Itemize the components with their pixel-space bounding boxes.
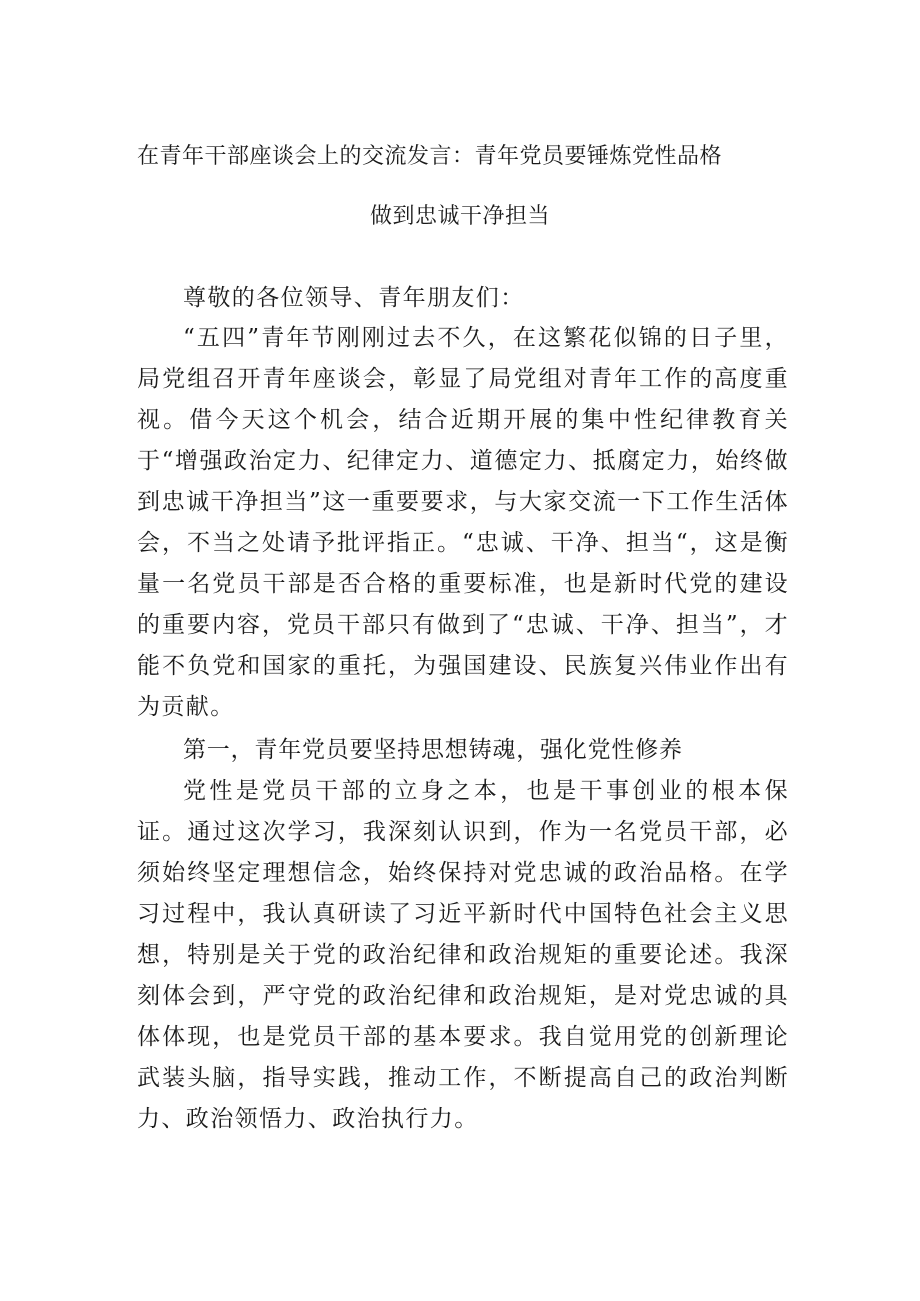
salutation: 尊敬的各位领导、青年朋友们：: [183, 285, 525, 311]
paragraph-party-spirit: 党性是党员干部的立身之本，也是干事创业的根本保证。通过这次学习，我深刻认识到，作为一名党员干部，必须始终坚定理想信念，始终保持对党忠诚的政治品格。在学习过程中，我认真研读了习近平新时代中国特色社会主义思想，特别是关于党的政治纪律和政治规矩的重要论述。我深刻体会到，严守党的政治纪律和政治规矩，是对党忠诚的具体体现，也是党员干部的基本要求。我自觉用党的创新理论武装头脑，指导实践，推动工作，不断提高自己的政治判断力、政治领悟力、政治执行力。: [137, 778, 789, 1132]
document-title-line-1: 在青年干部座谈会上的交流发言：青年党员要锤炼党性品格: [137, 144, 723, 169]
section-heading-first: 第一，青年党员要坚持思想铸魂，强化党性修养: [183, 737, 683, 763]
document-title-line-2: 做到忠诚干净担当: [369, 204, 550, 229]
paragraph-intro: “五四”青年节刚刚过去不久，在这繁花似锦的日子里，局党组召开青年座谈会，彰显了局党组对青年工作的高度重视。借今天这个机会，结合近期开展的集中性纪律教育关于“增强政治定力、纪律定力、道德定力、抵腐定力，始终做到忠诚干净担当”这一重要要求，与大家交流一下工作生活体会，不当之处请予批评指正。“忠诚、干净、担当“，这是衡量一名党员干部是否合格的重要标准，也是新时代党的建设的重要内容，党员干部只有做到了“忠诚、干净、担当”，才能不负党和国家的重托，为强国建设、民族复兴伟业作出有为贡献。: [137, 325, 789, 720]
